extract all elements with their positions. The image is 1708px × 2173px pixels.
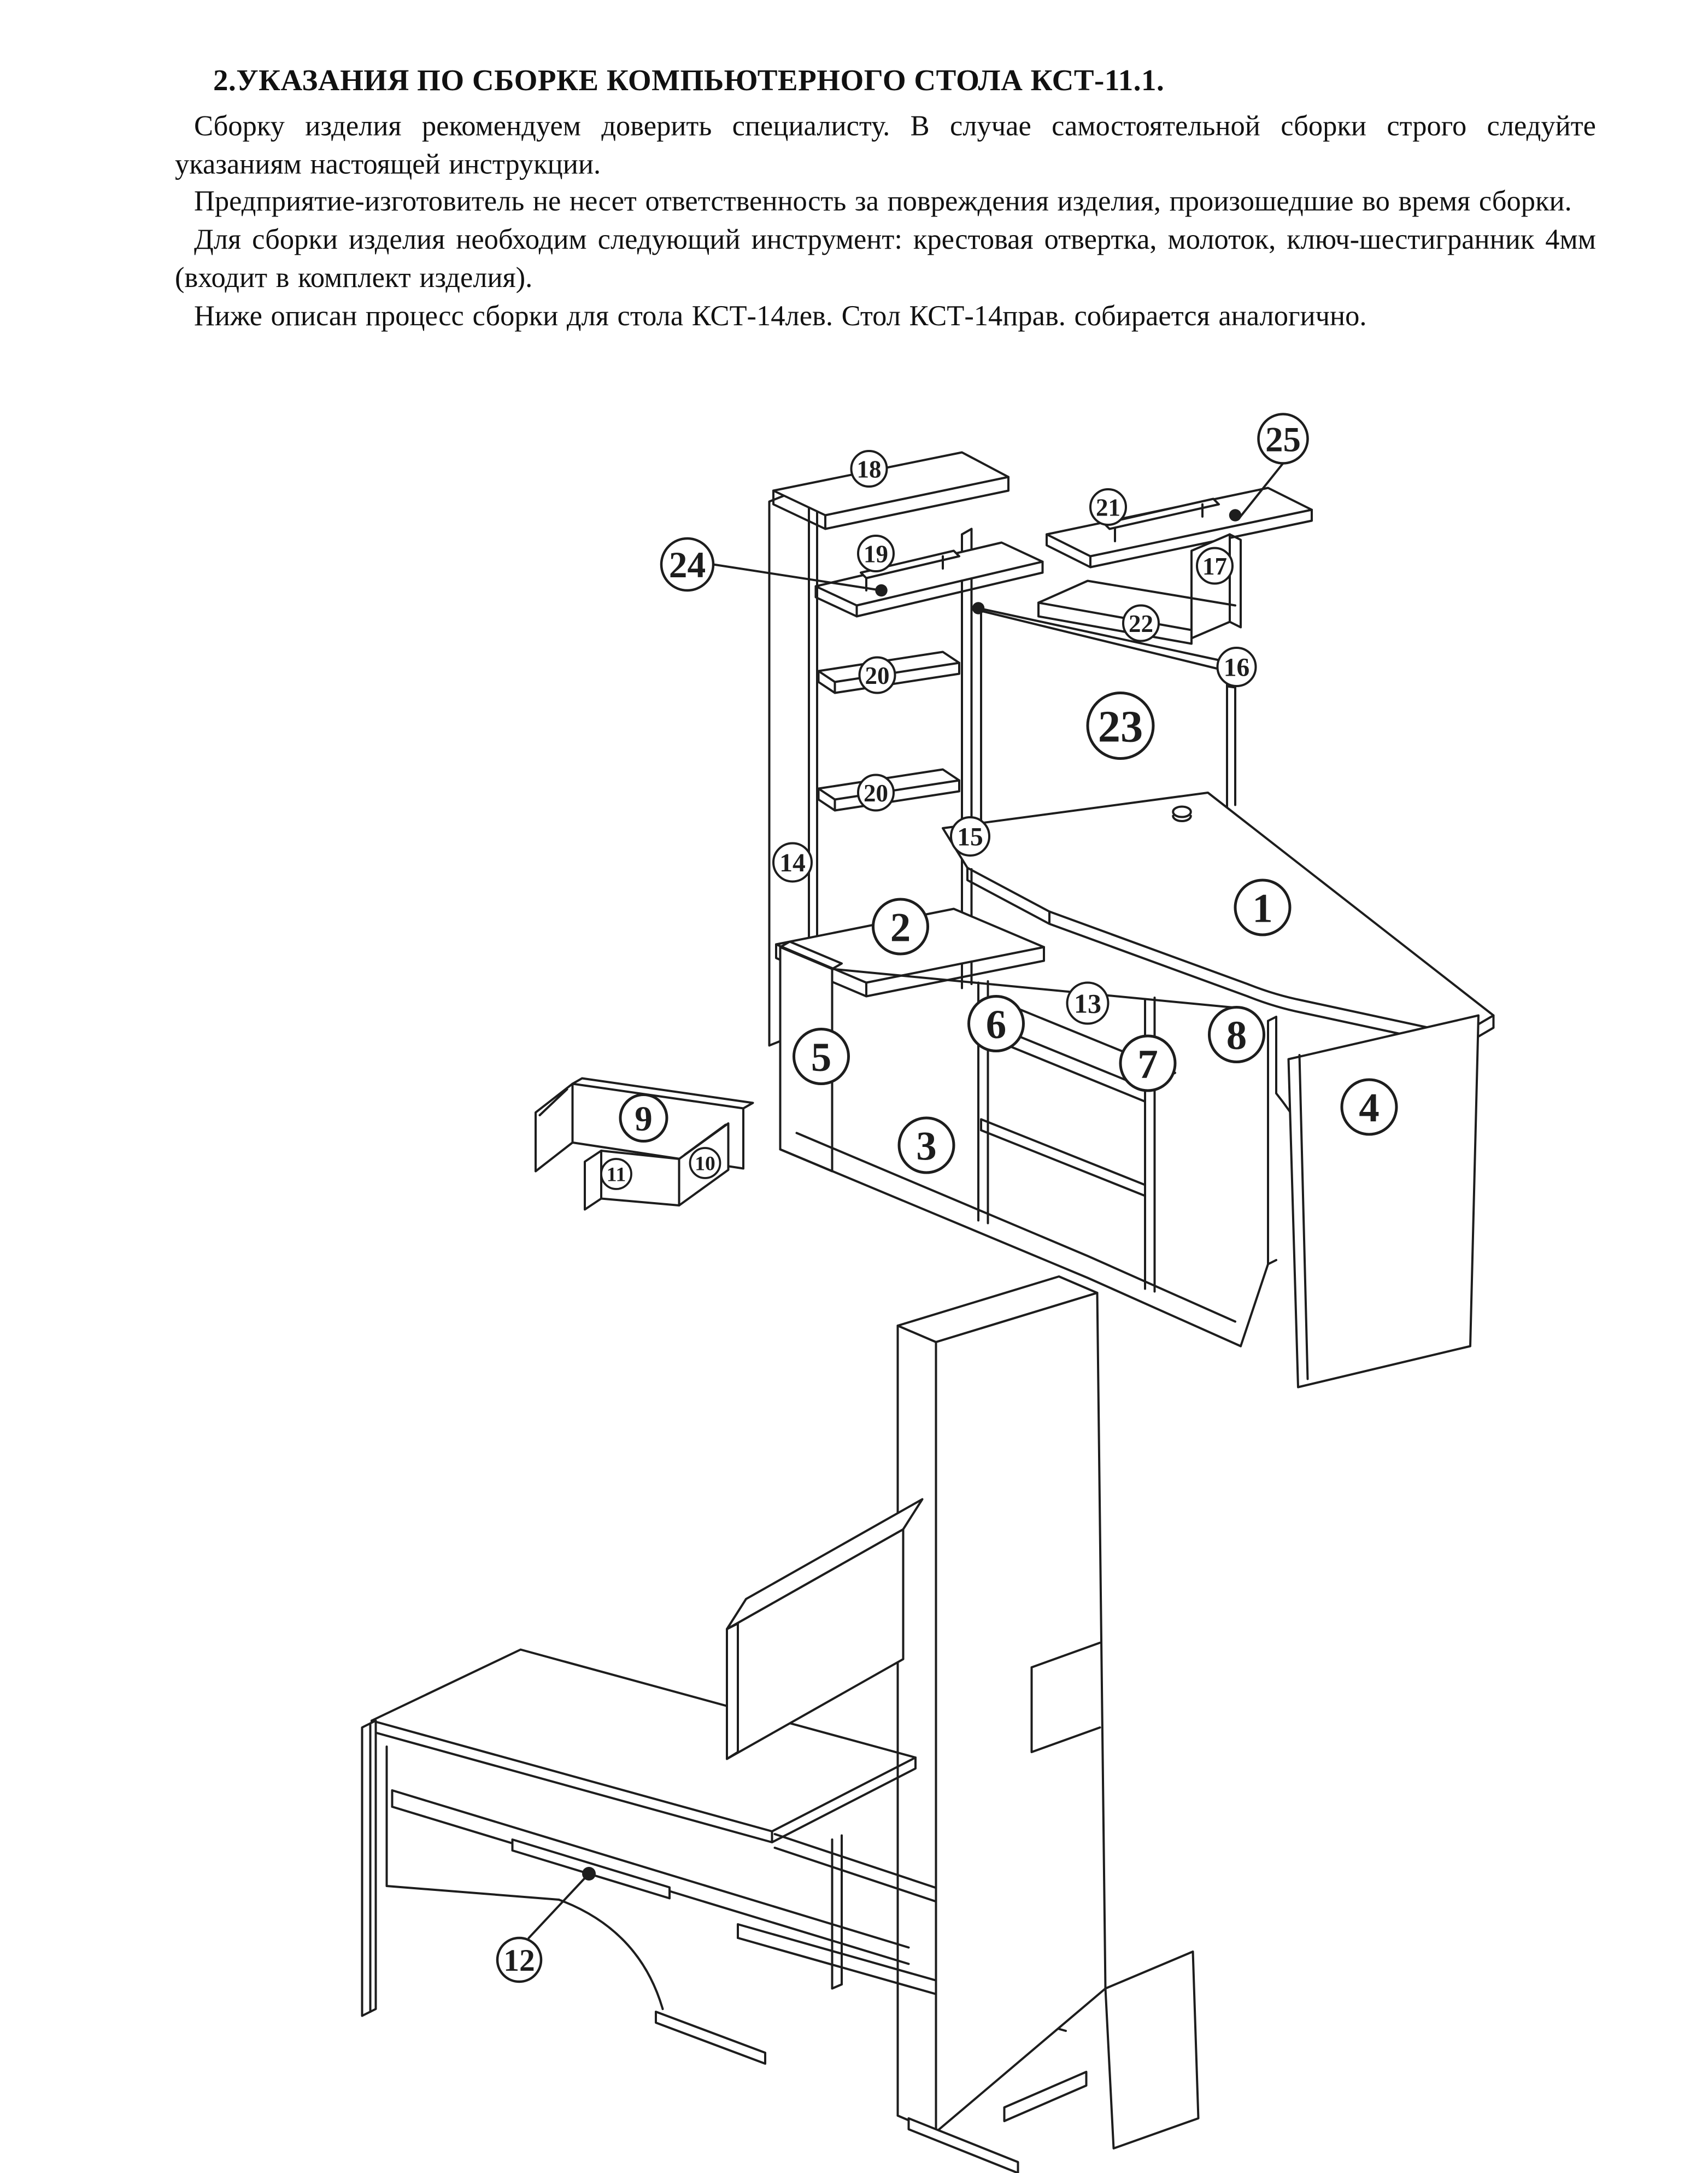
callout-18-label: 18 bbox=[856, 455, 882, 483]
callout-23-label: 23 bbox=[1097, 701, 1143, 752]
callout-5 bbox=[794, 1029, 849, 1084]
cabinet-foot bbox=[1005, 2072, 1087, 2121]
desk-right-leg-panel-4 bbox=[1289, 1016, 1479, 1387]
paragraph-left-right-note: Ниже описан процесс сборки для стола КСТ-14лев. Стол КСТ-14прав. собирается аналогично. bbox=[194, 298, 1367, 332]
callout-17 bbox=[1197, 548, 1232, 584]
desk-right-leg-rear bbox=[1106, 1952, 1199, 2148]
callout-1 bbox=[1235, 880, 1290, 935]
callout-15 bbox=[951, 817, 989, 856]
callout-14 bbox=[773, 844, 812, 882]
hutch-shelf-21 bbox=[1047, 488, 1312, 557]
callout-2-label: 2 bbox=[890, 905, 911, 951]
callout-9-label: 9 bbox=[635, 1099, 653, 1139]
callout-4 bbox=[1342, 1080, 1396, 1134]
callout-21-label: 21 bbox=[1096, 494, 1120, 522]
callout-17-label: 17 bbox=[1202, 552, 1227, 580]
callout-2 bbox=[873, 899, 928, 954]
fastener-dot-24 bbox=[875, 584, 888, 597]
callout-1-label: 1 bbox=[1252, 886, 1273, 932]
callout-23 bbox=[1088, 693, 1153, 759]
callout-6-label: 6 bbox=[985, 1001, 1007, 1047]
callout-25-label: 25 bbox=[1265, 420, 1301, 460]
paragraph-manufacturer-liability: Предприятие-изготовитель не несет ответственность за повреждения изделия, произошедшие во время сборки. bbox=[194, 185, 1572, 218]
callout-18 bbox=[852, 451, 887, 487]
side-panel-arch-cutout bbox=[559, 1900, 663, 2009]
callout-8 bbox=[1210, 1008, 1264, 1062]
callout-25 bbox=[1259, 414, 1308, 464]
cabinet-left-face-edges bbox=[898, 1326, 936, 2132]
callout-3-label: 3 bbox=[916, 1123, 937, 1169]
callout-13-label: 13 bbox=[1074, 988, 1101, 1019]
callout-20-lower bbox=[858, 775, 894, 811]
page-title: 2.УКАЗАНИЯ ПО СБОРКЕ КОМПЬЮТЕРНОГО СТОЛА КСТ-11.1. bbox=[213, 63, 1165, 97]
callout-19 bbox=[858, 536, 894, 571]
callout-16 bbox=[1218, 648, 1256, 686]
callout-20-lower-label: 20 bbox=[864, 779, 888, 807]
callout-10-label: 10 bbox=[695, 1152, 715, 1175]
cabinet-lower-shelf bbox=[981, 1120, 1145, 1196]
fastener-dot-16 bbox=[972, 602, 985, 614]
callout-21 bbox=[1090, 489, 1126, 525]
callout-12 bbox=[497, 1938, 541, 1982]
callout-3 bbox=[899, 1118, 954, 1173]
callout-11-label: 11 bbox=[606, 1163, 626, 1186]
cabinet-top-front-edge bbox=[832, 969, 1245, 1009]
callout-20-upper bbox=[860, 658, 895, 693]
cabinet-front-face bbox=[936, 1293, 1106, 2132]
callout-7-label: 7 bbox=[1137, 1041, 1158, 1087]
desk-foot bbox=[656, 2012, 765, 2064]
desk-foot-bar bbox=[909, 2118, 1018, 2173]
callout-20-upper-label: 20 bbox=[865, 661, 890, 689]
callout-24 bbox=[661, 538, 713, 590]
desk-left-side-panel bbox=[362, 1721, 376, 2016]
callout-11 bbox=[601, 1159, 631, 1189]
shelf-19 bbox=[816, 543, 1043, 606]
drawer-front-left-face bbox=[585, 1151, 601, 1210]
callout-13 bbox=[1067, 983, 1108, 1024]
callout-9 bbox=[620, 1095, 667, 1141]
callout-8-label: 8 bbox=[1226, 1012, 1247, 1058]
hutch-top-panel-18 bbox=[773, 453, 1008, 516]
fastener-dot-25 bbox=[1229, 509, 1242, 522]
text-block bbox=[175, 63, 1596, 335]
drawer-left-side bbox=[536, 1084, 573, 1172]
desktop-panel-1 bbox=[943, 793, 1494, 1035]
callout-5-label: 5 bbox=[811, 1034, 832, 1080]
callout-15-label: 15 bbox=[957, 823, 983, 852]
desk-return-edges bbox=[775, 1834, 939, 1902]
hutch-side-panel-17-edge bbox=[1230, 535, 1241, 628]
desk-back-panel bbox=[387, 1747, 559, 1900]
paragraph-assembly-advice: Сборку изделия рекомендуем доверить специалисту. В случае самостоятельной сборки строго следуйте указаниям настоящей инструкции. bbox=[175, 109, 1596, 180]
assembled-view-diagram bbox=[321, 1244, 1251, 2173]
callout-16-label: 16 bbox=[1223, 653, 1250, 682]
fastener-dot-12 bbox=[582, 1867, 596, 1881]
callout-12-leader bbox=[529, 1874, 589, 1938]
callout-22 bbox=[1123, 606, 1159, 641]
callout-4-label: 4 bbox=[1359, 1085, 1380, 1131]
callout-24-label: 24 bbox=[668, 544, 706, 586]
paragraph-tools-required: Для сборки изделия необходим следующий инструмент: крестовая отвертка, молоток, ключ-шестигранник 4мм (входит в комплект изделия). bbox=[175, 222, 1596, 294]
callout-22-label: 22 bbox=[1129, 610, 1153, 637]
callout-12-label: 12 bbox=[503, 1943, 535, 1978]
callout-6 bbox=[969, 997, 1024, 1051]
callout-14-label: 14 bbox=[779, 849, 806, 878]
callout-10 bbox=[690, 1148, 720, 1178]
callout-19-label: 19 bbox=[864, 540, 888, 568]
callout-7 bbox=[1120, 1036, 1175, 1091]
